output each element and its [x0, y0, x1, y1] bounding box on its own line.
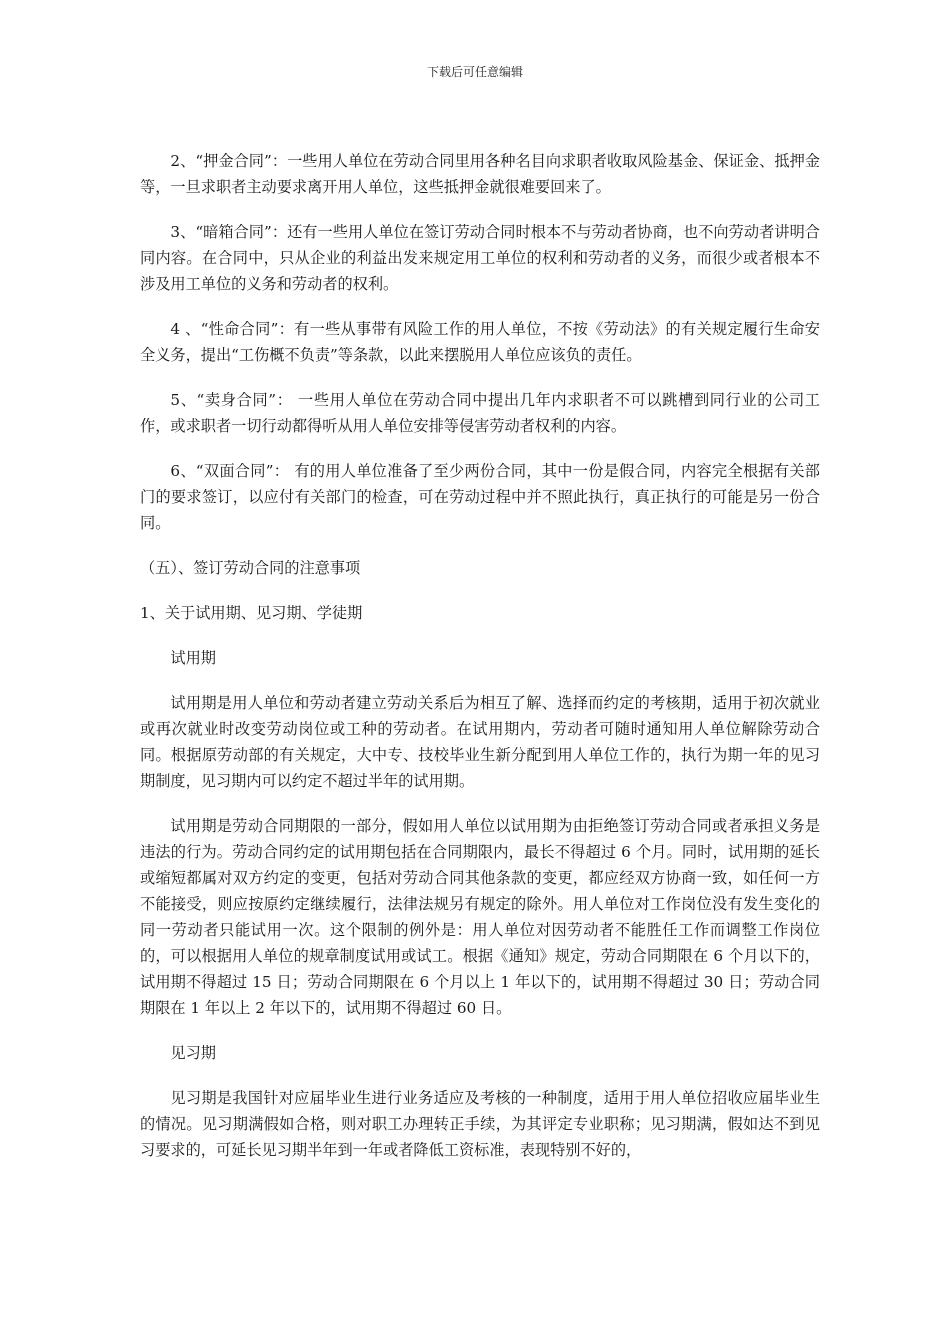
paragraph-probation-rules: 试用期是劳动合同期限的一部分，假如用人单位以试用期为由拒绝签订劳动合同或者承担义务是违法的行为。劳动合同约定的试用期包括在合同期限内，最长不得超过 6 个月。同时，试用期的延长或缩短都属对双方约定的变更，包括对劳动合同其他条款的变更，都应经双方协商一致，如任何一方不能接受，则应按原约定继续履行，法律法规另有规定的除外。用人单位对工作岗位没有发生变化的同一劳动者只能试用一次。这个限制的例外是：用人单位对因劳动者不能胜任工作而调整工作岗位的，可以根据用人单位的规章制度试用或试工。根据《通知》规定，劳动合同期限在 6 个月以下的，试用期不得超过 15 日；劳动合同期限在 6 个月以上 1 年以下的，试用期不得超过 30 日；劳动合同期限在 1 年以上 2 年以下的，试用期不得超过 60 日。	[140, 817, 820, 1017]
subsection-heading: 1、关于试用期、见习期、学徒期	[140, 604, 363, 622]
paragraph-internship-definition: 见习期是我国针对应届毕业生进行业务适应及考核的一种制度，适用于用人单位招收应届毕业生的情况。见习期满假如合格，则对职工办理转正手续，为其评定专业职称；见习期满，假如达不到见习要求的，可延长见习期半年到一年或者降低工资标准，表现特别不好的，	[140, 1089, 820, 1159]
paragraph-deposit-contract: 2、“押金合同”：一些用人单位在劳动合同里用各种名目向求职者收取风险基金、保证金、抵押金等，一旦求职者主动要求离开用人单位，这些抵押金就很难要回来了。	[140, 152, 820, 196]
subheading-internship: 见习期	[170, 1044, 216, 1062]
paragraph-probation-definition: 试用期是用人单位和劳动者建立劳动关系后为相互了解、选择而约定的考核期，适用于初次就业或再次就业时改变劳动岗位或工种的劳动者。在试用期内，劳动者可随时通知用人单位解除劳动合同。根据原劳动部的有关规定，大中专、技校毕业生新分配到用人单位工作的，执行为期一年的见习期制度，见习期内可以约定不超过半年的试用期。	[140, 694, 820, 790]
subheading-probation: 试用期	[170, 649, 216, 667]
document-body	[140, 148, 820, 1182]
section-heading: （五）、签订劳动合同的注意事项	[140, 559, 361, 577]
page-header	[0, 64, 950, 80]
paragraph-life-contract: 4 、“性命合同”：有一些从事带有风险工作的用人单位，不按《劳动法》的有关规定履行生命安全义务，提出“工伤概不负责”等条款，以此来摆脱用人单位应该负的责任。	[140, 320, 820, 364]
paragraph-bondage-contract: 5、“卖身合同”： 一些用人单位在劳动合同中提出几年内求职者不可以跳槽到同行业的公司工作，或求职者一切行动都得听从用人单位安排等侵害劳动者权利的内容。	[140, 391, 820, 435]
header-text: 下载后可任意编辑	[426, 65, 523, 79]
paragraph-blackbox-contract: 3、“暗箱合同”：还有一些用人单位在签订劳动合同时根本不与劳动者协商，也不向劳动者讲明合同内容。在合同中，只从企业的利益出发来规定用工单位的权利和劳动者的义务，而很少或者根本不涉及用工单位的义务和劳动者的权利。	[140, 223, 820, 293]
paragraph-dual-contract: 6、“双面合同”： 有的用人单位准备了至少两份合同，其中一份是假合同，内容完全根据有关部门的要求签订，以应付有关部门的检查，可在劳动过程中并不照此执行，真正执行的可能是另一份合同。	[140, 462, 820, 532]
